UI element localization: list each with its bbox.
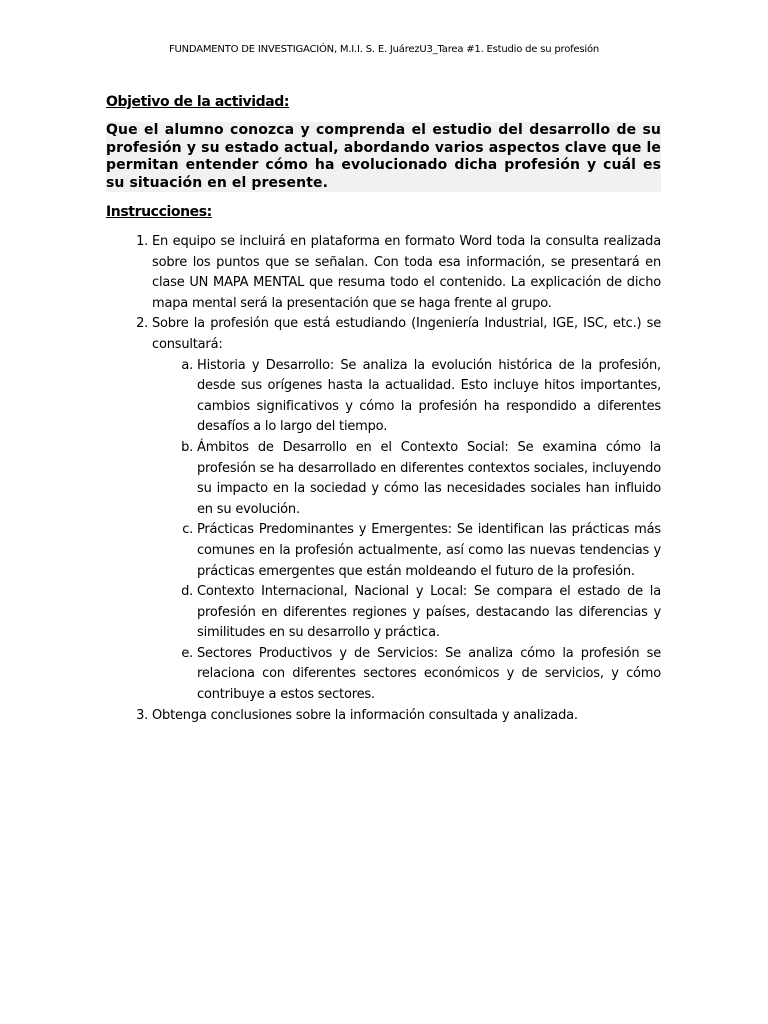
- consult-topic-practices: c. Prácticas Predominantes y Emergentes: Se identifican las prácticas más comunes en la profesión actualmente, así como las nuevas tendencias y prácticas emergentes que están moldeando el futuro de la profesión.: [197, 520, 661, 582]
- instruction-item-text: Obtenga conclusiones sobre la información consultada y analizada.: [152, 707, 578, 723]
- instruction-item-text: Sobre la profesión que está estudiando (Ingeniería Industrial, IGE, ISC, etc.) se consultará:: [152, 316, 661, 352]
- consult-topic-productive-sectors: e. Sectores Productivos y de Servicios: Se analiza cómo la profesión se relaciona con diferentes sectores económicos y de servicios, y cómo contribuye a estos sectores.: [197, 644, 661, 706]
- consult-topic-history: a. Historia y Desarrollo: Se analiza la evolución histórica de la profesión, desde sus orígenes hasta la actualidad. Esto incluye hitos importantes, cambios significativos y cómo la profesión ha respondido a diferentes desafíos a lo largo del tiempo.: [197, 356, 661, 438]
- instructions-list: [106, 232, 661, 726]
- consult-topic-international-context: d. Contexto Internacional, Nacional y Local: Se compara el estado de la profesión en diferentes regiones y países, destacando las diferencias y similitudes en su desarrollo y práctica.: [197, 582, 661, 644]
- consult-topic-social-context: b. Ámbitos de Desarrollo en el Contexto Social: Se examina cómo la profesión se ha desarrollado en diferentes contextos sociales, incluyendo su impacto en la sociedad y cómo las necesidades sociales han influido en su evolución.: [197, 438, 661, 520]
- page-header: FUNDAMENTO DE INVESTIGACIÓN, M.I.I. S. E. JuárezU3_Tarea #1. Estudio de su profesión: [168, 44, 600, 55]
- document-body: [106, 92, 661, 726]
- instructions-heading: Instrucciones:: [106, 204, 212, 220]
- instruction-item-text: En equipo se incluirá en plataforma en formato Word toda la consulta realizada sobre los puntos que se señalan. Con toda esa información, se presentará en clase UN MAPA MENTAL que resuma todo el contenido. La explicación de dicho mapa mental será la presentación que se haga frente al grupo.: [152, 234, 661, 311]
- objective-heading: Objetivo de la actividad:: [106, 94, 290, 110]
- instruction-item-3: [152, 706, 661, 727]
- objective-text: Que el alumno conozca y comprenda el estudio del desarrollo de su profesión y su estado actual, abordando varios aspectos clave que le permitan entender cómo ha evolucionado dicha profesión y cuál es su situación en el presente.: [106, 122, 661, 191]
- instruction-item-2: [152, 314, 661, 705]
- consult-topics-list: [152, 356, 661, 706]
- instruction-item-1: [152, 232, 661, 314]
